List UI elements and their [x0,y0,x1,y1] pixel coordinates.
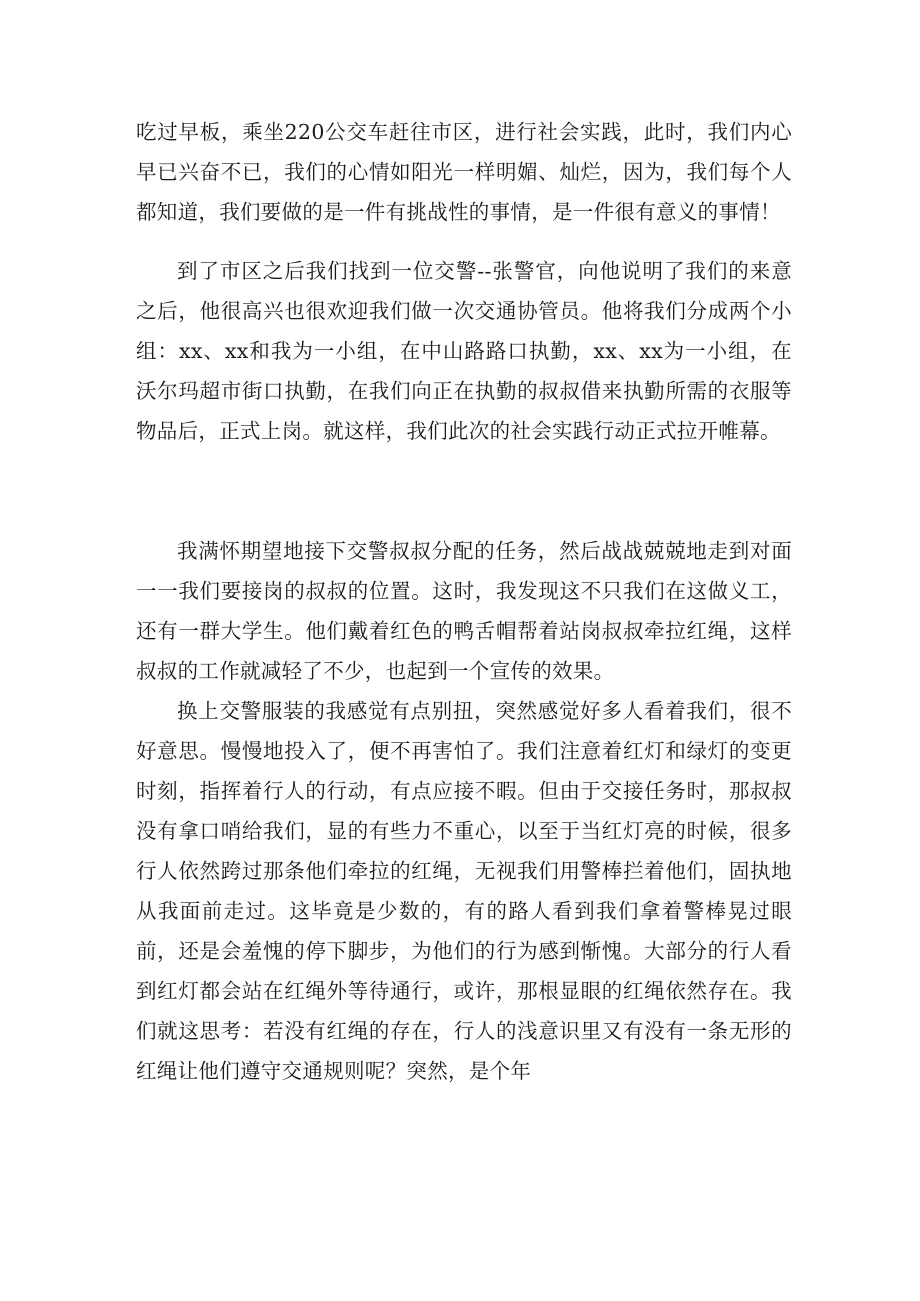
paragraph-4: 换上交警服装的我感觉有点别扭，突然感觉好多人看着我们，很不好意思。慢慢地投入了，便不再害怕了。我们注意着红灯和绿灯的变更时刻，指挥着行人的行动，有点应接不暇。但由于交接任务时，那叔叔没有拿口哨给我们，显的有些力不重心，以至于当红灯亮的时候，很多行人依然跨过那条他们牵拉的红绳，无视我们用警棒拦着他们，固执地从我面前走过。这毕竟是少数的，有的路人看到我们拿着警棒晃过眼前，还是会羞愧的停下脚步，为他们的行为感到惭愧。大部分的行人看到红灯都会站在红绳外等待通行，或许，那根显眼的红绳依然存在。我们就这思考：若没有红绳的存在，行人的浅意识里又有没有一条无形的红绳让他们遵守交通规则呢？突然，是个年 [136,699,792,1083]
paragraph-2: 到了市区之后我们找到一位交警--张警官，向他说明了我们的来意之后，他很高兴也很欢迎我们做一次交通协管员。他将我们分成两个小组：xx、xx和我为一小组，在中山路路口执勤，xx、xx为一小组，在沃尔玛超市街口执勤，在我们向正在执勤的叔叔借来执勤所需的衣服等物品后，正式上岗。就这样，我们此次的社会实践行动正式拉开帷幕。 [136,259,792,443]
paragraph-1: 吃过早板，乘坐220公交车赶往市区，进行社会实践，此时，我们内心早已兴奋不已，我们的心情如阳光一样明媚、灿烂，因为，我们每个人都知道，我们要做的是一件有挑战性的事情，是一件很有意义的事情！ [136,120,792,224]
paragraph-3: 我满怀期望地接下交警叔叔分配的任务，然后战战兢兢地走到对面一一我们要接岗的叔叔的位置。这时，我发现这不只我们在这做义工，还有一群大学生。他们戴着红色的鸭舌帽帮着站岗叔叔牵拉红绳，这样叔叔的工作就减轻了不少，也起到一个宣传的效果。 [136,539,792,683]
